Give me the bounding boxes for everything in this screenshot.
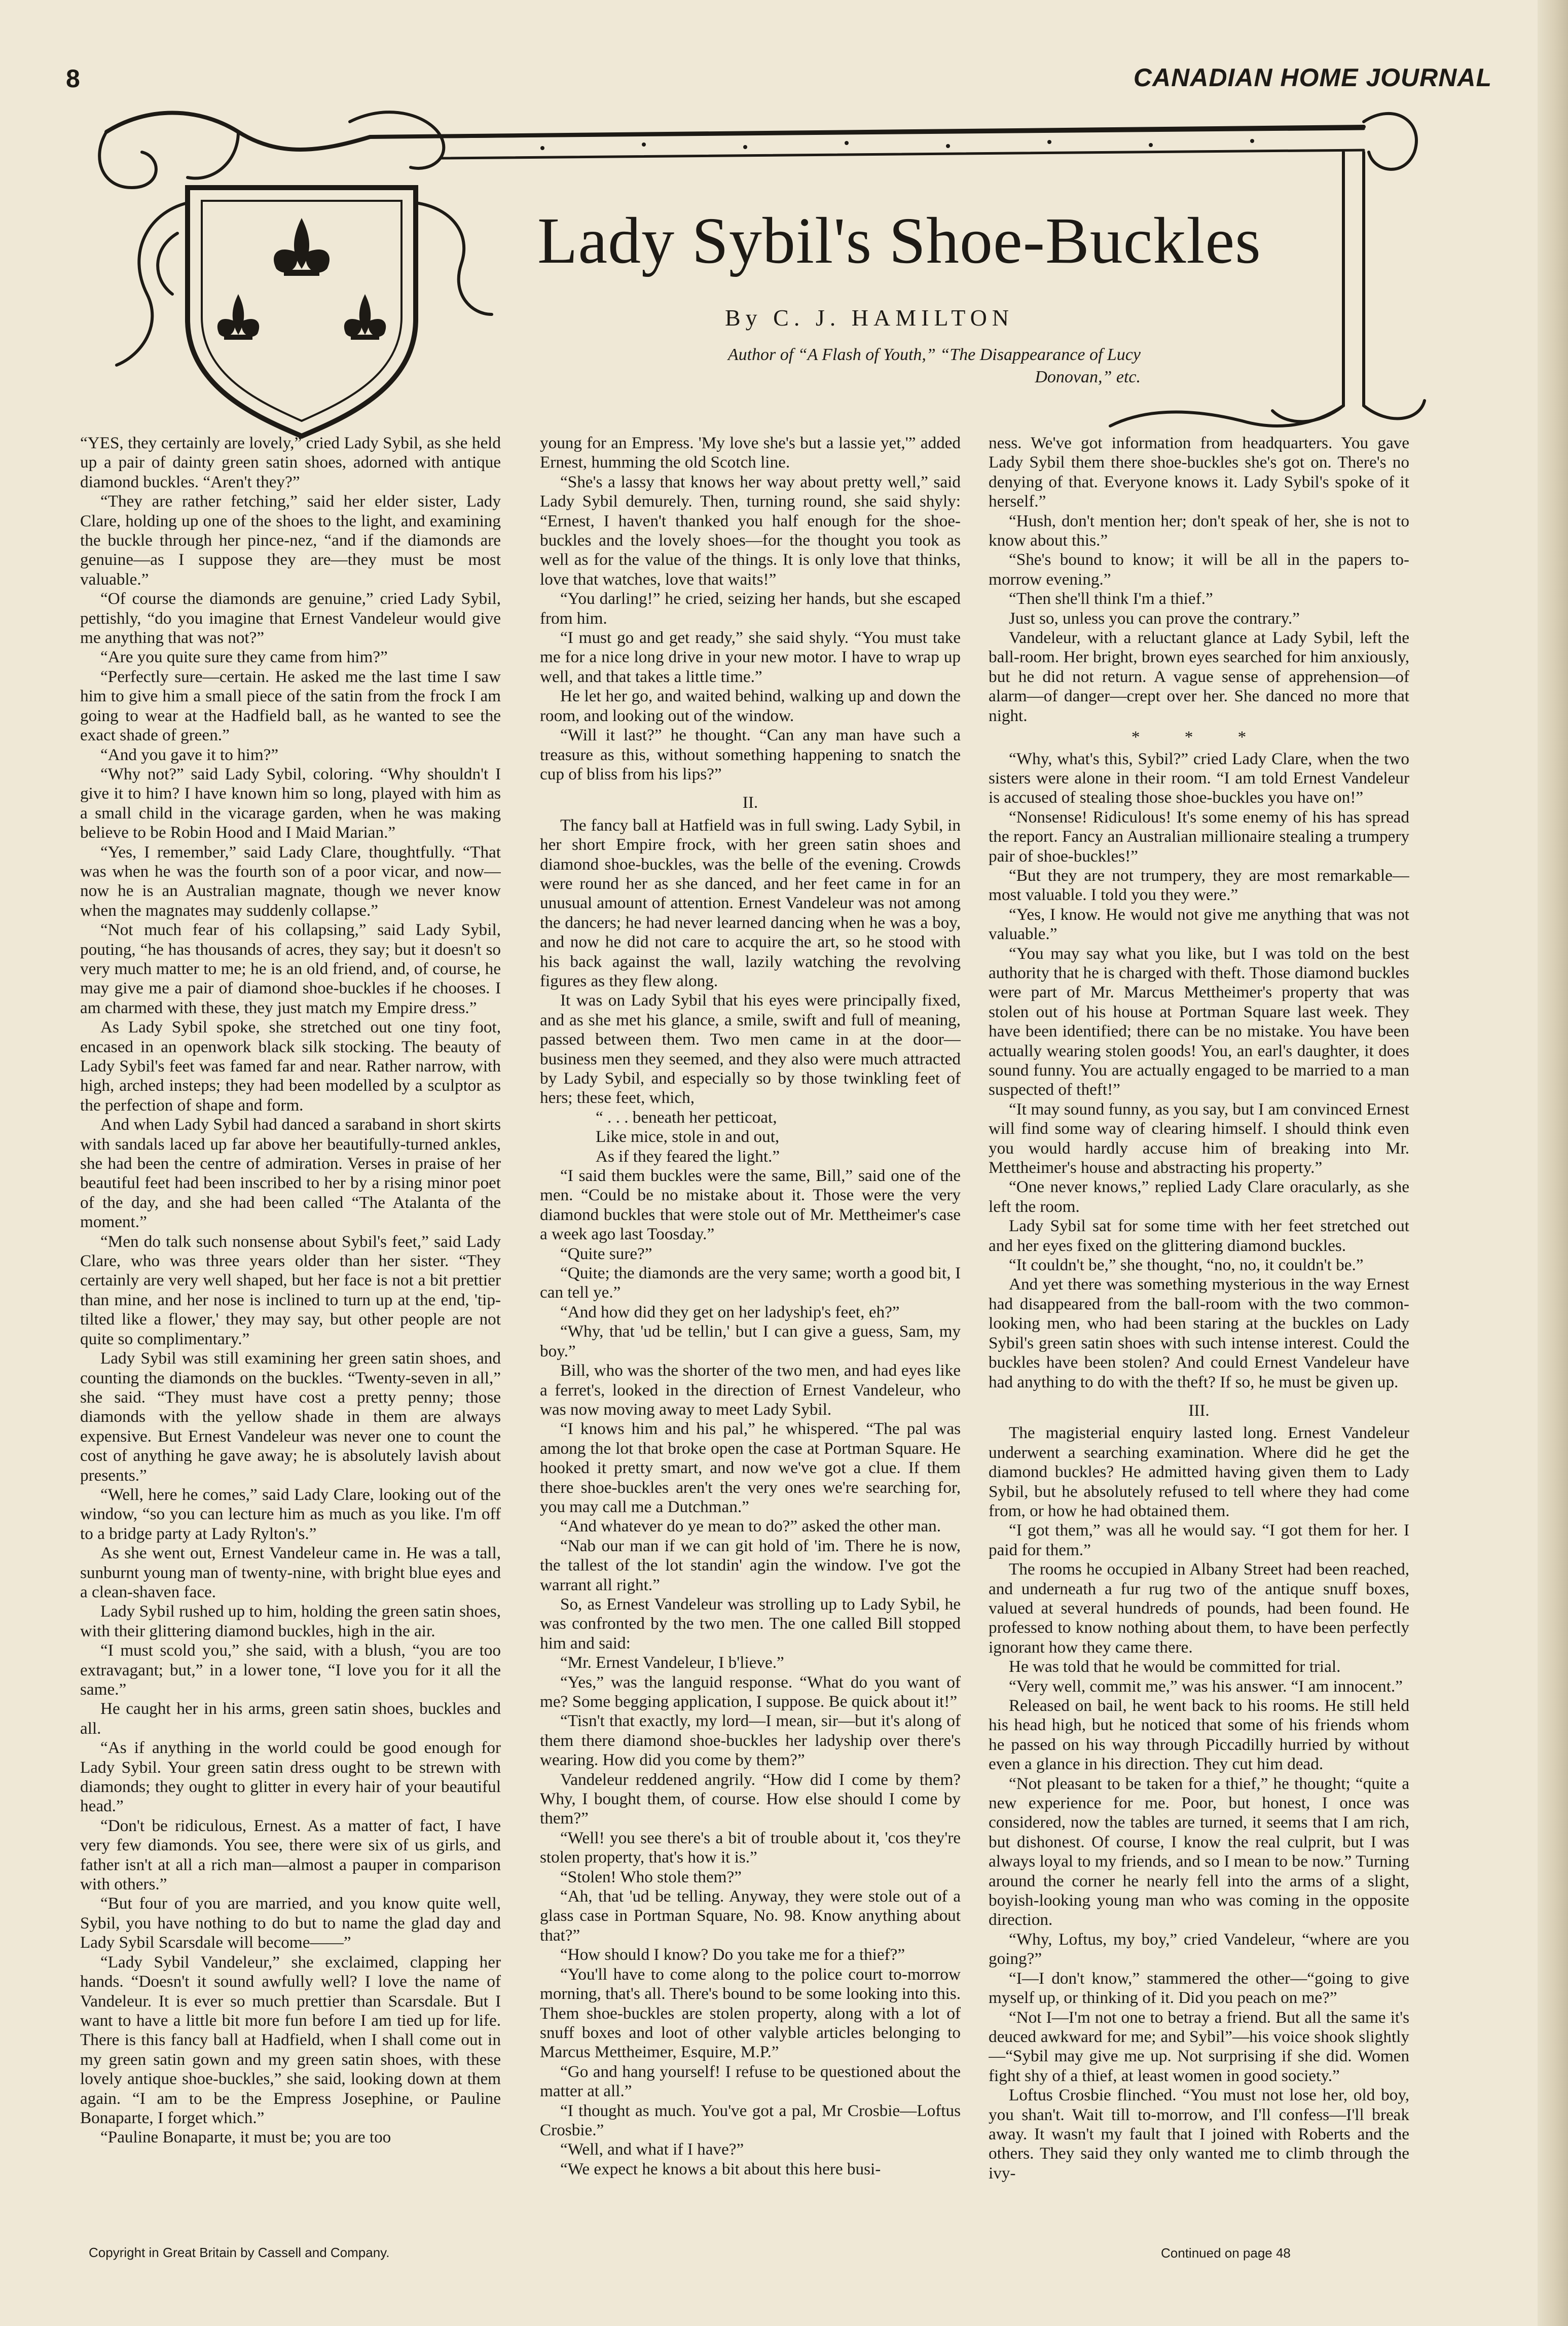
paragraph: “Why, what's this, Sybil?” cried Lady Clare, when the two sisters were alone in their room. “I am told Ernest Vandeleur is accused of stealing those shoe-buckles you have on!”	[989, 749, 1409, 807]
verse-line: “ . . . beneath her petticoat,	[596, 1107, 777, 1127]
paragraph: “Mr. Ernest Vandeleur, I b'lieve.”	[560, 1653, 784, 1672]
paragraph: “Yes, I remember,” said Lady Clare, thoughtfully. “That was when he was the fourth son of a poor vicar, and now—now he is an Australian magnate, though we never know when the magnates may suddenly collapse.”	[80, 842, 501, 920]
fleur-de-lis-icon	[217, 218, 386, 340]
paragraph: “It may sound funny, as you say, but I am convinced Ernest will find some way of clearing himself. I should think even you would hardly accuse him of breaking into Mr. Mettheimer's house and abstracting his property.”	[989, 1099, 1409, 1177]
paragraph: “Of course the diamonds are genuine,” cried Lady Sybil, pettishly, “do you imagine that Ernest Vandeleur would give me anything that was not?”	[80, 589, 501, 648]
paragraph: “I thought as much. You've got a pal, Mr Crosbie—Loftus Crosbie.”	[540, 2101, 961, 2139]
paragraph: Lady Sybil rushed up to him, holding the green satin shoes, with their glittering diamond buckles, high in the air.	[80, 1602, 501, 1640]
paragraph: He caught her in his arms, green satin shoes, buckles and all.	[80, 1699, 501, 1738]
paragraph: “As if anything in the world could be good enough for Lady Sybil. Your green satin dress ought to be strewn with diamonds; they ought to glitter in every hair of your beautiful head.”	[80, 1738, 501, 1816]
paragraph: Lady Sybil sat for some time with her feet stretched out and her eyes fixed on the glittering diamond buckles.	[989, 1216, 1409, 1255]
paragraph: “I said them buckles were the same, Bill,” said one of the men. “Could be no mistake about it. Those were the very diamond buckles that were stole out of Mr. Mettheimer's case a week ago last Toosday.”	[540, 1166, 961, 1244]
paragraph: “And whatever do ye mean to do?” asked the other man.	[560, 1517, 941, 1536]
paragraph: Just so, unless you can prove the contrary.”	[1009, 609, 1300, 628]
paragraph: “Why, that 'ud be tellin,' but I can give a guess, Sam, my boy.”	[540, 1322, 961, 1361]
paragraph: “We expect he knows a bit about this here busi-	[560, 2159, 881, 2178]
paragraph: “Will it last?” he thought. “Can any man have such a treasure as this, without something happening to snatch the cup of bliss from his lips?”	[540, 726, 961, 783]
paragraph: “Then she'll think I'm a thief.”	[1009, 589, 1213, 609]
paragraph: And when Lady Sybil had danced a saraband in short skirts with sandals laced up far above her beautifully-turned ankles, she had been the centre of admiration. Verses in praise of her beautiful feet had been inscribed to her by a rising minor poet of the day, and she had been called “The Atalanta of the moment.”	[80, 1115, 501, 1232]
text-column-2	[540, 434, 961, 2224]
paragraph: The magisterial enquiry lasted long. Ernest Vandeleur underwent a searching examination. Where did he get the diamond buckles? He admitted having given them to Lady Sybil, but he absolutely refused to tell where they had come from, or how he had obtained them.	[989, 1423, 1409, 1520]
paragraph: “One never knows,” replied Lady Clare oracularly, as she left the room.	[989, 1177, 1409, 1216]
paragraph: Bill, who was the shorter of the two men, and had eyes like a ferret's, looked in the direction of Ernest Vandeleur, who was now moving away to meet Lady Sybil.	[540, 1361, 961, 1419]
paragraph: “Why not?” said Lady Sybil, coloring. “Why shouldn't I give it to him? I have known him so long, played with him as a small child in the vicarage garden, when he was making believe to be Robin Hood and I Maid Marian.”	[80, 764, 501, 842]
paragraph: “Quite sure?”	[560, 1244, 652, 1263]
paragraph: “Ah, that 'ud be telling. Anyway, they were stole out of a glass case in Portman Square, No. 98. Know anything about that?”	[540, 1887, 961, 1945]
paragraph: “Well, here he comes,” said Lady Clare, looking out of the window, “so you can lecture him as much as you like. I'm off to a bridge party at Lady Rylton's.”	[80, 1485, 501, 1543]
paragraph: “Perfectly sure—certain. He asked me the last time I saw him to give him a small piece of the satin from the frock I am going to wear at the Hadfield ball, as he wanted to see the exact shade of green.”	[80, 667, 501, 745]
paragraph: It was on Lady Sybil that his eyes were principally fixed, and as she met his glance, a smile, swift and full of meaning, passed between them. Two men came in at the door—business men they seemed, and they also were much attracted by Lady Sybil, and especially so by those twinkling feet of hers; these feet, which,	[540, 991, 961, 1107]
running-head: CANADIAN HOME JOURNAL	[1133, 63, 1492, 92]
paragraph: “I must go and get ready,” she said shyly. “You must take me for a nice long drive in your new motor. I have to wrap up well, and that takes a little time.”	[540, 628, 961, 686]
section-heading: II.	[742, 793, 758, 812]
paragraph: “How should I know? Do you take me for a thief?”	[560, 1945, 905, 1964]
paragraph: “She's bound to know; it will be all in the papers to-morrow evening.”	[989, 550, 1409, 589]
paragraph: “I got them,” was all he would say. “I got them for her. I paid for them.”	[989, 1521, 1409, 1559]
continued-note: Continued on page 48	[1161, 2245, 1291, 2261]
paragraph: “Tisn't that exactly, my lord—I mean, sir—but it's along of them there diamond shoe-buckles her ladyship over there's wearing. How did you come by them?”	[540, 1711, 961, 1770]
paragraph: “Not I—I'm not one to betray a friend. But all the same it's deuced awkward for me; and Sybil”—his voice shook slightly—“Sybil may give me up. Not surprising if she did. Women fight shy of a thief, at least women in good society.”	[989, 2008, 1409, 2085]
paragraph: Lady Sybil was still examining her green satin shoes, and counting the diamonds on the buckles. “Twenty-seven in all,” she said. “They must have cost a pretty penny; those diamonds with the yellow shade in them are always expensive. But Ernest Vandeleur was never one to count the cost of anything he gave away; he is absolutely lavish about presents.”	[80, 1349, 501, 1485]
paragraph: “Go and hang yourself! I refuse to be questioned about the matter at all.”	[540, 2062, 961, 2101]
paragraph: “But four of you are married, and you know quite well, Sybil, you have nothing to do but to name the glad day and Lady Sybil Scarsdale will become——”	[80, 1894, 501, 1952]
paragraph: “Why, Loftus, my boy,” cried Vandeleur, “where are you going?”	[989, 1929, 1409, 1969]
paragraph: “And you gave it to him?”	[100, 745, 279, 764]
paragraph: The fancy ball at Hatfield was in full swing. Lady Sybil, in her short Empire frock, with her green satin shoes and diamond shoe-buckles, was the belle of the evening. Crowds were round her as she danced, and her feet came in for an unusual amount of attention. Ernest Vandeleur was not among the dancers; he had never learned dancing when he was a boy, and now he did not care to acquire the art, so he stood with his back against the wall, lazily watching the revolving figures as they flew along.	[540, 815, 961, 990]
section-heading: III.	[1188, 1401, 1210, 1420]
paragraph: “Hush, don't mention her; don't speak of her, she is not to know about this.”	[989, 511, 1409, 550]
paragraph: Vandeleur reddened angrily. “How did I come by them? Why, I bought them, of course. How else should I come by them?”	[540, 1770, 961, 1828]
paragraph: “YES, they certainly are lovely,” cried Lady Sybil, as she held up a pair of dainty green satin shoes, adorned with antique diamond buckles. “Aren't they?”	[80, 434, 501, 491]
paragraph: ness. We've got information from headquarters. You gave Lady Sybil them there shoe-buckles she's got on. There's no denying of that. Everyone knows it. Lady Sybil's spoke of it herself.”	[989, 434, 1409, 511]
section-break: * * *	[1131, 728, 1267, 747]
paragraph: “You may say what you like, but I was told on the best authority that he is charged with theft. Those diamond buckles were part of Mr. Marcus Mettheimer's property that was stolen out of his house at Portman Square last week. They have been identified; there can be no mistake. You have been actually wearing stolen goods! You, an earl's daughter, it does sound funny. You are actually engaged to be married to a man suspected of theft!”	[989, 944, 1409, 1099]
paragraph: Released on bail, he went back to his rooms. He still held his head high, but he noticed that some of his friends whom he passed on his way through Piccadilly hurried by without even a glance in his direction. They cut him dead.	[989, 1696, 1409, 1774]
paragraph: Loftus Crosbie flinched. “You must not lose her, old boy, you shan't. Wait till to-morrow, and I'll confess—I'll break away. It wasn't my fault that I joined with Roberts and the others. They said they only wanted me to climb through the ivy-	[989, 2086, 1409, 2182]
paragraph: “You darling!” he cried, seizing her hands, but she escaped from him.	[540, 589, 961, 628]
verse-line: Like mice, stole in and out,	[596, 1127, 780, 1147]
paragraph: “Well! you see there's a bit of trouble about it, 'cos they're stolen property, that's how it is.”	[540, 1828, 961, 1867]
paragraph: “And how did they get on her ladyship's feet, eh?”	[560, 1302, 900, 1321]
paragraph: “Not much fear of his collapsing,” said Lady Sybil, pouting, “he has thousands of acres, they say; but it doesn't so very much matter to me; he is an old friend, and, of course, he may give me a pair of diamond shoe-buckles if he chooses. I am charmed with these, they just match my Empire dress.”	[80, 920, 501, 1017]
story-title: Lady Sybil's Shoe-Buckles	[537, 204, 1261, 277]
paragraph: “Lady Sybil Vandeleur,” she exclaimed, clapping her hands. “Doesn't it sound awfully well? I love the name of Vandeleur. It is ever so much prettier than Scarsdale. But I want to have a little bit more fun before I am tied up for life. There is this fancy ball at Hadfield, when I shall come out in my green satin gown and my green satin shoes, with these lovely antique shoe-buckles,” she said, looking down at them again. “I am to be the Empress Josephine, or Pauline Bonaparte, I forget which.”	[80, 1952, 501, 2127]
paragraph: “Nonsense! Ridiculous! It's some enemy of his has spread the report. Fancy an Australian millionaire stealing a trumpery pair of shoe-buckles!”	[989, 807, 1409, 866]
paragraph: “She's a lassy that knows her way about pretty well,” said Lady Sybil demurely. Then, turning round, she said shyly: “Ernest, I haven't thanked you half enough for the shoe-buckles and the lovely shoes—for the thought you took as well as for the value of the things. It is only love that thinks, love that watches, love that waits!”	[540, 472, 961, 589]
text-column-1	[80, 434, 501, 2224]
paragraph: “It couldn't be,” she thought, “no, no, it couldn't be.”	[1009, 1256, 1364, 1275]
paragraph: The rooms he occupied in Albany Street had been reached, and underneath a fur rug two of the antique snuff boxes, valued at several hundreds of pounds, had been found. He professed to know nothing about them, to have been perfectly ignorant how they came there.	[989, 1560, 1409, 1657]
paragraph: “Very well, commit me,” was his answer. “I am innocent.”	[1009, 1676, 1403, 1696]
paragraph: He let her go, and waited behind, walking up and down the room, and looking out of the window.	[540, 687, 961, 725]
paragraph: “Men do talk such nonsense about Sybil's feet,” said Lady Clare, who was three years older than her sister. “They certainly are very well shaped, but her face is not a bit prettier than mine, and her nose is inclined to turn up at the end, 'tip-tilted like a flower,' they may say, but other people are not quite so complimentary.”	[80, 1232, 501, 1348]
paragraph: He was told that he would be committed for trial.	[1009, 1657, 1341, 1676]
page-edge	[1538, 0, 1568, 2326]
text-column-3	[989, 434, 1409, 2224]
paragraph: “Yes,” was the languid response. “What do you want of me? Some begging application, I suppose. Be quick about it!”	[540, 1672, 961, 1711]
paragraph: “Stolen! Who stole them?”	[560, 1867, 742, 1886]
paragraph: So, as Ernest Vandeleur was strolling up to Lady Sybil, he was confronted by the two men. The one called Bill stopped him and said:	[540, 1594, 961, 1653]
paragraph: young for an Empress. 'My love she's but a lassie yet,'” added Ernest, humming the old Scotch line.	[540, 434, 961, 472]
paragraph: “Nab our man if we can git hold of 'im. There he is now, the tallest of the lot standin' agin the window. I've got the warrant all right.”	[540, 1536, 961, 1594]
paragraph: As Lady Sybil spoke, she stretched out one tiny foot, encased in an openwork black silk stocking. The beauty of Lady Sybil's feet was famed far and near. Rather narrow, with high, arched insteps; they had been modelled by a sculptor as the perfection of shape and form.	[80, 1018, 501, 1115]
page-number: 8	[66, 64, 80, 93]
paragraph: “But they are not trumpery, they are most remarkable—most valuable. I told you they were.”	[989, 866, 1409, 905]
paragraph: “You'll have to come along to the police court to-morrow morning, that's all. There's bound to be some looking into this. Them shoe-buckles are stolen property, along with a lot of snuff boxes and loot of other valyble articles belonging to Marcus Mettheimer, Esquire, M.P.”	[540, 1964, 961, 2062]
paragraph: “Yes, I know. He would not give me anything that was not valuable.”	[989, 905, 1409, 944]
paragraph: “They are rather fetching,” said her elder sister, Lady Clare, holding up one of the shoes to the light, and examining the buckle through her pince-nez, “and if the diamonds are genuine—as I suppose they are—they must be most valuable.”	[80, 492, 501, 589]
paragraph: “Pauline Bonaparte, it must be; you are too	[100, 2128, 391, 2147]
author-credit: Author of “A Flash of Youth,” “The Disappearance of Lucy Donovan,” etc.	[727, 345, 1141, 386]
paragraph: “Well, and what if I have?”	[560, 2140, 744, 2159]
paragraph: “I—I don't know,” stammered the other—“going to give myself up, or thinking of it. Did you peach on me?”	[989, 1969, 1409, 2008]
paragraph: “Are you quite sure they came from him?”	[100, 648, 388, 667]
paragraph: “Don't be ridiculous, Ernest. As a matter of fact, I have very few diamonds. You see, there were six of us girls, and father isn't at all a rich man—almost a pauper in comparison with others.”	[80, 1816, 501, 1894]
paragraph: “Quite; the diamonds are the very same; worth a good bit, I can tell ye.”	[540, 1264, 961, 1302]
copyright-notice: Copyright in Great Britain by Cassell and Company.	[89, 2245, 390, 2260]
paragraph: As she went out, Ernest Vandeleur came in. He was a tall, sunburnt young man of twenty-nine, with bright blue eyes and a clean-shaven face.	[80, 1544, 501, 1601]
paragraph: “I must scold you,” she said, with a blush, “you are too extravagant; but,” in a lower tone, “I love you for it all the same.”	[80, 1641, 501, 1699]
paragraph: And yet there was something mysterious in the way Ernest had disappeared from the ball-room with the two common-looking men, who had been staring at the buckles on Lady Sybil's green satin shoes with such intense interest. Could the buckles have been stolen? And could Ernest Vandeleur have had anything to do with the theft? If so, he must be given up.	[989, 1275, 1409, 1391]
verse-line: As if they feared the light.”	[596, 1147, 780, 1166]
paragraph: Vandeleur, with a reluctant glance at Lady Sybil, left the ball-room. Her bright, brown eyes searched for him anxiously, but he did not return. A vague sense of apprehension—of alarm—of danger—crept over her. She danced no more that night.	[989, 628, 1409, 725]
paragraph: “I knows him and his pal,” he whispered. “The pal was among the lot that broke open the case at Portman Square. He hooked it pretty smart, and now we've got a clue. If them there shoe-buckles aren't the very ones we're searching for, you may call me a Dutchman.”	[540, 1419, 961, 1516]
byline: By C. J. HAMILTON	[725, 305, 1014, 331]
paragraph: “Not pleasant to be taken for a thief,” he thought; “quite a new experience for me. Poor, but honest, I once was considered, now the tables are turned, it seems that I am rich, but dishonest. Of course, I know the real culprit, but I was always loyal to my friends, and so I mean to be now.” Turning around the corner he nearly fell into the arms of a slight, boyish-looking young man who was coming in the opposite direction.	[989, 1774, 1409, 1929]
